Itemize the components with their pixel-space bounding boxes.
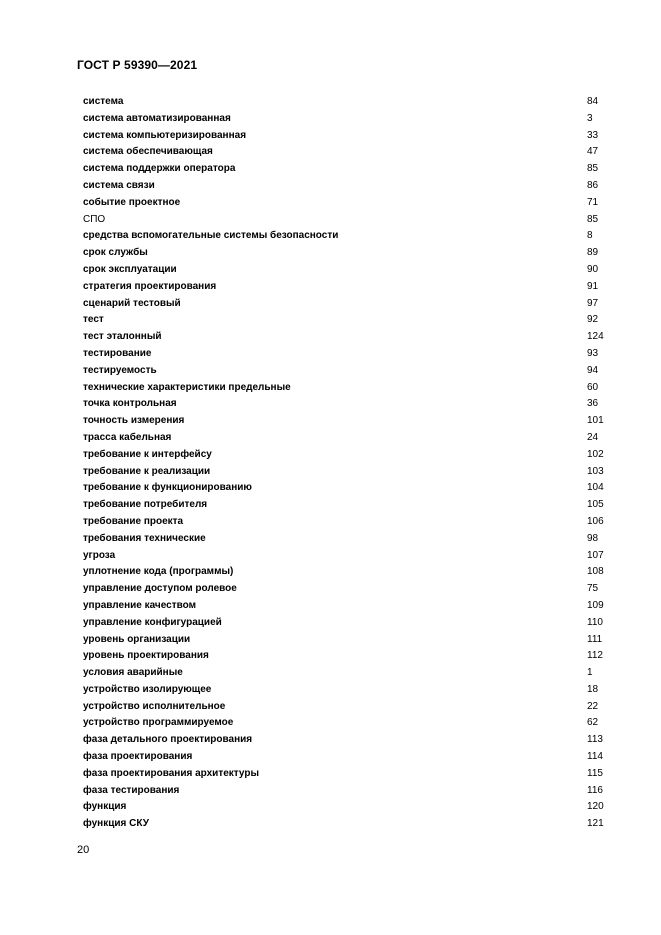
index-entry [83,749,613,766]
index-entry [83,111,613,128]
index-number: 92 [587,314,599,326]
index-entry [83,615,613,632]
index-term: точность измерения [83,415,185,427]
index-entry [83,665,613,682]
index-entry [83,699,613,716]
index-entry [83,783,613,800]
index-entry [83,766,613,783]
index-entry [83,799,613,816]
index-term: требование проекта [83,515,184,527]
index-entry [83,564,613,581]
index-number: 18 [587,683,599,695]
index-number: 124 [587,331,604,343]
index-entry [83,497,613,514]
index-number: 101 [587,415,604,427]
index-number: 105 [587,499,604,511]
index-entry [83,212,613,229]
index-entry [83,245,613,262]
index-number: 107 [587,549,604,561]
index-number: 47 [587,146,599,158]
document-header: ГОСТ Р 59390—2021 [77,58,198,72]
index-entry [83,514,613,531]
index-term: система автоматизированная [83,112,231,124]
alphabetical-index [83,94,613,833]
index-entry [83,178,613,195]
index-number: 109 [587,599,604,611]
index-term: трасса кабельная [83,431,172,443]
index-entry [83,648,613,665]
index-number: 110 [587,616,603,628]
index-number: 90 [587,263,599,275]
index-term: СПО [83,213,106,225]
index-term: событие проектное [83,196,181,208]
index-number: 121 [587,818,604,830]
index-entry [83,464,613,481]
index-term: уплотнение кода (программы) [83,566,234,578]
index-number: 104 [587,482,604,494]
index-entry [83,363,613,380]
index-term: система [83,96,124,107]
index-term: уровень проектирования [83,650,209,662]
index-number: 93 [587,347,599,359]
index-entry [83,430,613,447]
index-entry [83,195,613,212]
index-entry [83,715,613,732]
index-entry [83,128,613,145]
index-entry [83,329,613,346]
index-entry [83,682,613,699]
index-number: 98 [587,532,599,544]
index-number: 114 [587,751,603,763]
index-term: требование потребителя [83,499,208,511]
index-entry [83,413,613,430]
index-term: срок службы [83,247,148,259]
index-entry [83,548,613,565]
index-number: 108 [587,566,604,578]
index-entry [83,531,613,548]
index-term: средства вспомогательные системы безопасности [83,230,339,242]
index-term: система связи [83,179,155,191]
index-number: 89 [587,247,599,259]
index-number: 103 [587,465,604,477]
index-term: точка контрольная [83,398,177,410]
index-entry [83,296,613,313]
index-number: 24 [587,431,599,443]
index-number: 8 [587,230,593,242]
index-number: 60 [587,381,599,393]
index-entry [83,732,613,749]
index-term: фаза проектирования архитектуры [83,767,260,779]
index-number: 36 [587,398,599,410]
index-number: 91 [587,280,599,292]
index-entry [83,396,613,413]
index-term: угроза [83,549,116,561]
index-entry [83,228,613,245]
index-entry [83,161,613,178]
index-term: тест [83,314,104,326]
index-entry [83,632,613,649]
index-number: 84 [587,96,599,107]
index-term: технические характеристики предельные [83,381,291,393]
index-number: 120 [587,801,604,813]
index-number: 106 [587,515,604,527]
index-number: 86 [587,179,599,191]
index-term: требования технические [83,532,206,544]
index-number: 71 [587,196,599,208]
index-entry [83,816,613,833]
index-number: 94 [587,364,599,376]
index-term: система обеспечивающая [83,146,213,158]
index-entry [83,346,613,363]
index-number: 62 [587,717,599,729]
index-term: срок эксплуатации [83,263,177,275]
index-term: управление конфигурацией [83,616,222,628]
index-number: 112 [587,650,603,662]
index-number: 102 [587,448,604,460]
index-term: устройство программируемое [83,717,234,729]
index-number: 1 [587,667,593,679]
index-entry [83,279,613,296]
index-entry [83,380,613,397]
index-entry [83,581,613,598]
index-term: требование к интерфейсу [83,448,212,460]
index-term: уровень организации [83,633,191,645]
index-number: 75 [587,583,599,595]
index-term: фаза проектирования [83,751,193,763]
index-number: 111 [587,633,603,645]
index-number: 116 [587,784,603,796]
index-entry [83,94,613,111]
index-term: устройство изолирующее [83,683,212,695]
index-term: тестируемость [83,364,157,376]
index-term: управление качеством [83,599,196,611]
index-term: функция [83,801,127,813]
index-term: система поддержки оператора [83,163,236,175]
index-term: стратегия проектирования [83,280,217,292]
index-number: 85 [587,163,599,175]
index-number: 33 [587,129,599,141]
index-term: фаза детального проектирования [83,734,253,746]
index-number: 3 [587,112,593,124]
index-term: функция СКУ [83,818,149,830]
index-term: условия аварийные [83,667,183,679]
index-number: 113 [587,734,603,746]
index-entry [83,262,613,279]
index-number: 115 [587,767,603,779]
index-term: управление доступом ролевое [83,583,237,595]
index-term: устройство исполнительное [83,700,226,712]
index-entry [83,144,613,161]
page-number: 20 [77,844,90,856]
index-term: тестирование [83,347,152,359]
index-number: 22 [587,700,599,712]
index-term: система компьютеризированная [83,129,247,141]
index-term: фаза тестирования [83,784,180,796]
index-entry [83,480,613,497]
index-term: тест эталонный [83,331,162,343]
index-entry [83,447,613,464]
index-number: 85 [587,213,599,225]
index-number: 97 [587,297,599,309]
index-entry [83,598,613,615]
index-term: требование к реализации [83,465,211,477]
index-term: сценарий тестовый [83,297,181,309]
index-entry [83,312,613,329]
index-term: требование к функционированию [83,482,252,494]
